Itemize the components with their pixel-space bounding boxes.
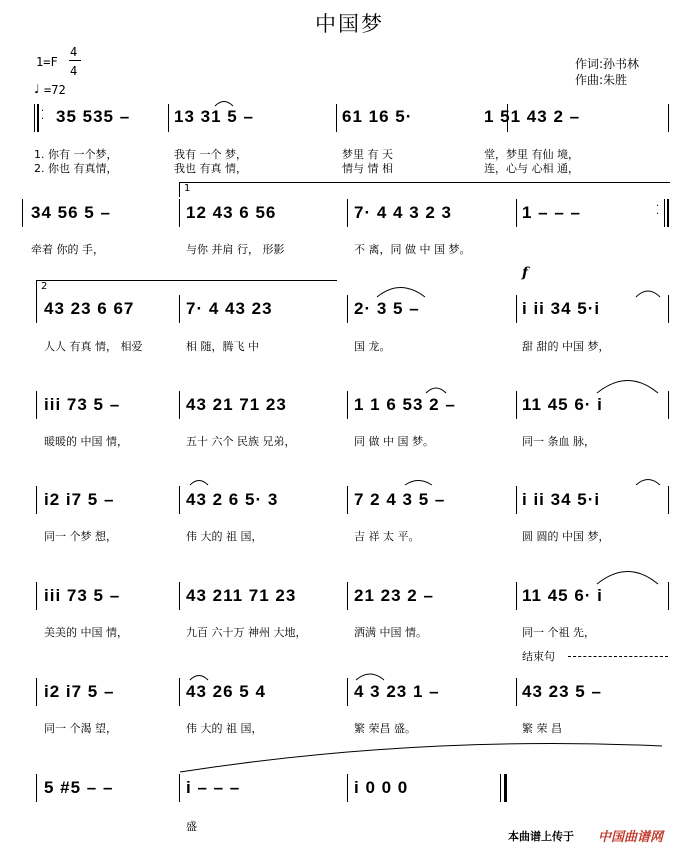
lyric: 同一 个梦 想， (44, 530, 117, 543)
slur (356, 674, 384, 680)
lyric: 堂，梦里 有仙 境， (484, 148, 579, 161)
lyric: 牵着 你的 手， (31, 243, 104, 256)
measure: 43 21 71 23 (186, 395, 287, 414)
measure: 7· 4 43 23 (186, 299, 273, 318)
lyric: 同一 个渴 望， (44, 722, 117, 735)
slur (180, 743, 662, 772)
song-title: 中国梦 (315, 12, 384, 36)
lyric: 1. 你有 一个梦， (34, 148, 118, 161)
measure: 21 23 2 – (354, 586, 434, 605)
lyric: 我有 一个 梦， (174, 148, 247, 161)
lyricist: 作词:孙书林 (575, 57, 640, 71)
lyric: 同一 个祖 先， (522, 626, 595, 639)
measure: i2 i7 5 – (44, 682, 115, 701)
quarter-note-icon: ♩ (34, 82, 40, 96)
measure: 35 535 – (56, 107, 131, 126)
measure: i2 i7 5 – (44, 490, 115, 509)
measure: 43 26 5 4 (186, 682, 266, 701)
lyric: 人人 有真 情， 相爱 (44, 340, 143, 353)
tempo: =72 (44, 83, 66, 97)
measure: 43 2 6 5· 3 (186, 490, 279, 509)
measure: i – – – (186, 778, 241, 797)
lyric: 洒满 中国 情。 (354, 626, 427, 639)
footer-text: 本曲谱上传于 (508, 830, 574, 843)
slur (636, 291, 660, 297)
measure: 7 2 4 3 5 – (354, 490, 446, 509)
measure: 43 211 71 23 (186, 586, 297, 605)
lyric: 五十 六个 民族 兄弟， (186, 435, 296, 448)
slur (636, 480, 660, 486)
measure: 5 #5 – – (44, 778, 114, 797)
measure: 34 56 5 – (31, 203, 111, 222)
lyric: 梦里 有 天 (342, 148, 393, 161)
measure: 13 31 5 – (174, 107, 254, 126)
measure: 1 51 43 2 – (484, 107, 581, 126)
lyric: 伟 大的 祖 国， (186, 722, 263, 735)
slur (215, 102, 233, 107)
slur (426, 388, 446, 393)
lyric: 情与 情 相 (342, 162, 393, 175)
measure: 11 45 6· i (522, 586, 603, 605)
lyric: 相 随，腾飞 中 (186, 340, 259, 353)
lyric: 甜 甜的 中国 梦， (522, 340, 610, 353)
measure: 4 3 23 1 – (354, 682, 440, 701)
lyric: 圆 圆的 中国 梦， (522, 530, 610, 543)
lyric: 伟 大的 祖 国， (186, 530, 263, 543)
lyric: 吉 祥 太 平。 (354, 530, 420, 543)
measure: 1 – – – (522, 203, 581, 222)
lyric: 暖暖的 中国 情， (44, 435, 128, 448)
measure: 43 23 6 67 (44, 299, 135, 318)
lyric: 盛 (186, 820, 197, 833)
lyric: 同 做 中 国 梦。 (354, 435, 434, 448)
lyric: 与你 并肩 行， 形影 (186, 243, 285, 256)
site-logo[interactable]: 中国曲谱网 (598, 830, 664, 845)
measure: 11 45 6· i (522, 395, 603, 414)
measure: iii 73 5 – (44, 395, 121, 414)
measure: i ii 34 5·i (522, 490, 601, 509)
measure: i 0 0 0 (354, 778, 409, 797)
measure: 1 1 6 53 2 – (354, 395, 456, 414)
lyric: 不 离，同 做 中 国 梦。 (354, 243, 471, 256)
lyric: 繁 荣 昌 (522, 722, 562, 735)
measure: 2· 3 5 – (354, 299, 420, 318)
lyric: 我也 有真 情， (174, 162, 247, 175)
ending-label: 结束句 (522, 650, 555, 663)
slur (377, 288, 425, 298)
lyric: 连，心与 心相 通， (484, 162, 579, 175)
lyric: 国 龙。 (354, 340, 391, 353)
lyric: 美美的 中国 情， (44, 626, 128, 639)
lyric: 繁 荣昌 盛。 (354, 722, 416, 735)
measure: 43 23 5 – (522, 682, 602, 701)
composer: 作曲:朱胜 (575, 73, 628, 87)
forte-mark: f (522, 265, 529, 281)
slur (190, 676, 208, 681)
lyric: 同一 条血 脉， (522, 435, 595, 448)
slur (597, 381, 658, 394)
key-signature: 1=F (36, 55, 58, 69)
slur (405, 481, 432, 486)
repeat-dots-icon: · · (41, 106, 45, 125)
measure: iii 73 5 – (44, 586, 121, 605)
measure: 61 16 5· (342, 107, 413, 126)
time-signature-top: 4 (70, 45, 78, 59)
measure: 7· 4 4 3 2 3 (354, 203, 453, 222)
measure: i ii 34 5·i (522, 299, 601, 318)
slur (597, 572, 658, 585)
lyric: 九百 六十万 神州 大地， (186, 626, 307, 639)
lyric: 2. 你也 有真情， (34, 162, 118, 175)
slur (190, 481, 208, 486)
time-signature-bottom: 4 (70, 64, 78, 78)
volta-number: 1 (184, 183, 191, 194)
repeat-dots-icon: · · (656, 201, 660, 220)
volta-number: 2 (41, 281, 48, 292)
measure: 12 43 6 56 (186, 203, 277, 222)
